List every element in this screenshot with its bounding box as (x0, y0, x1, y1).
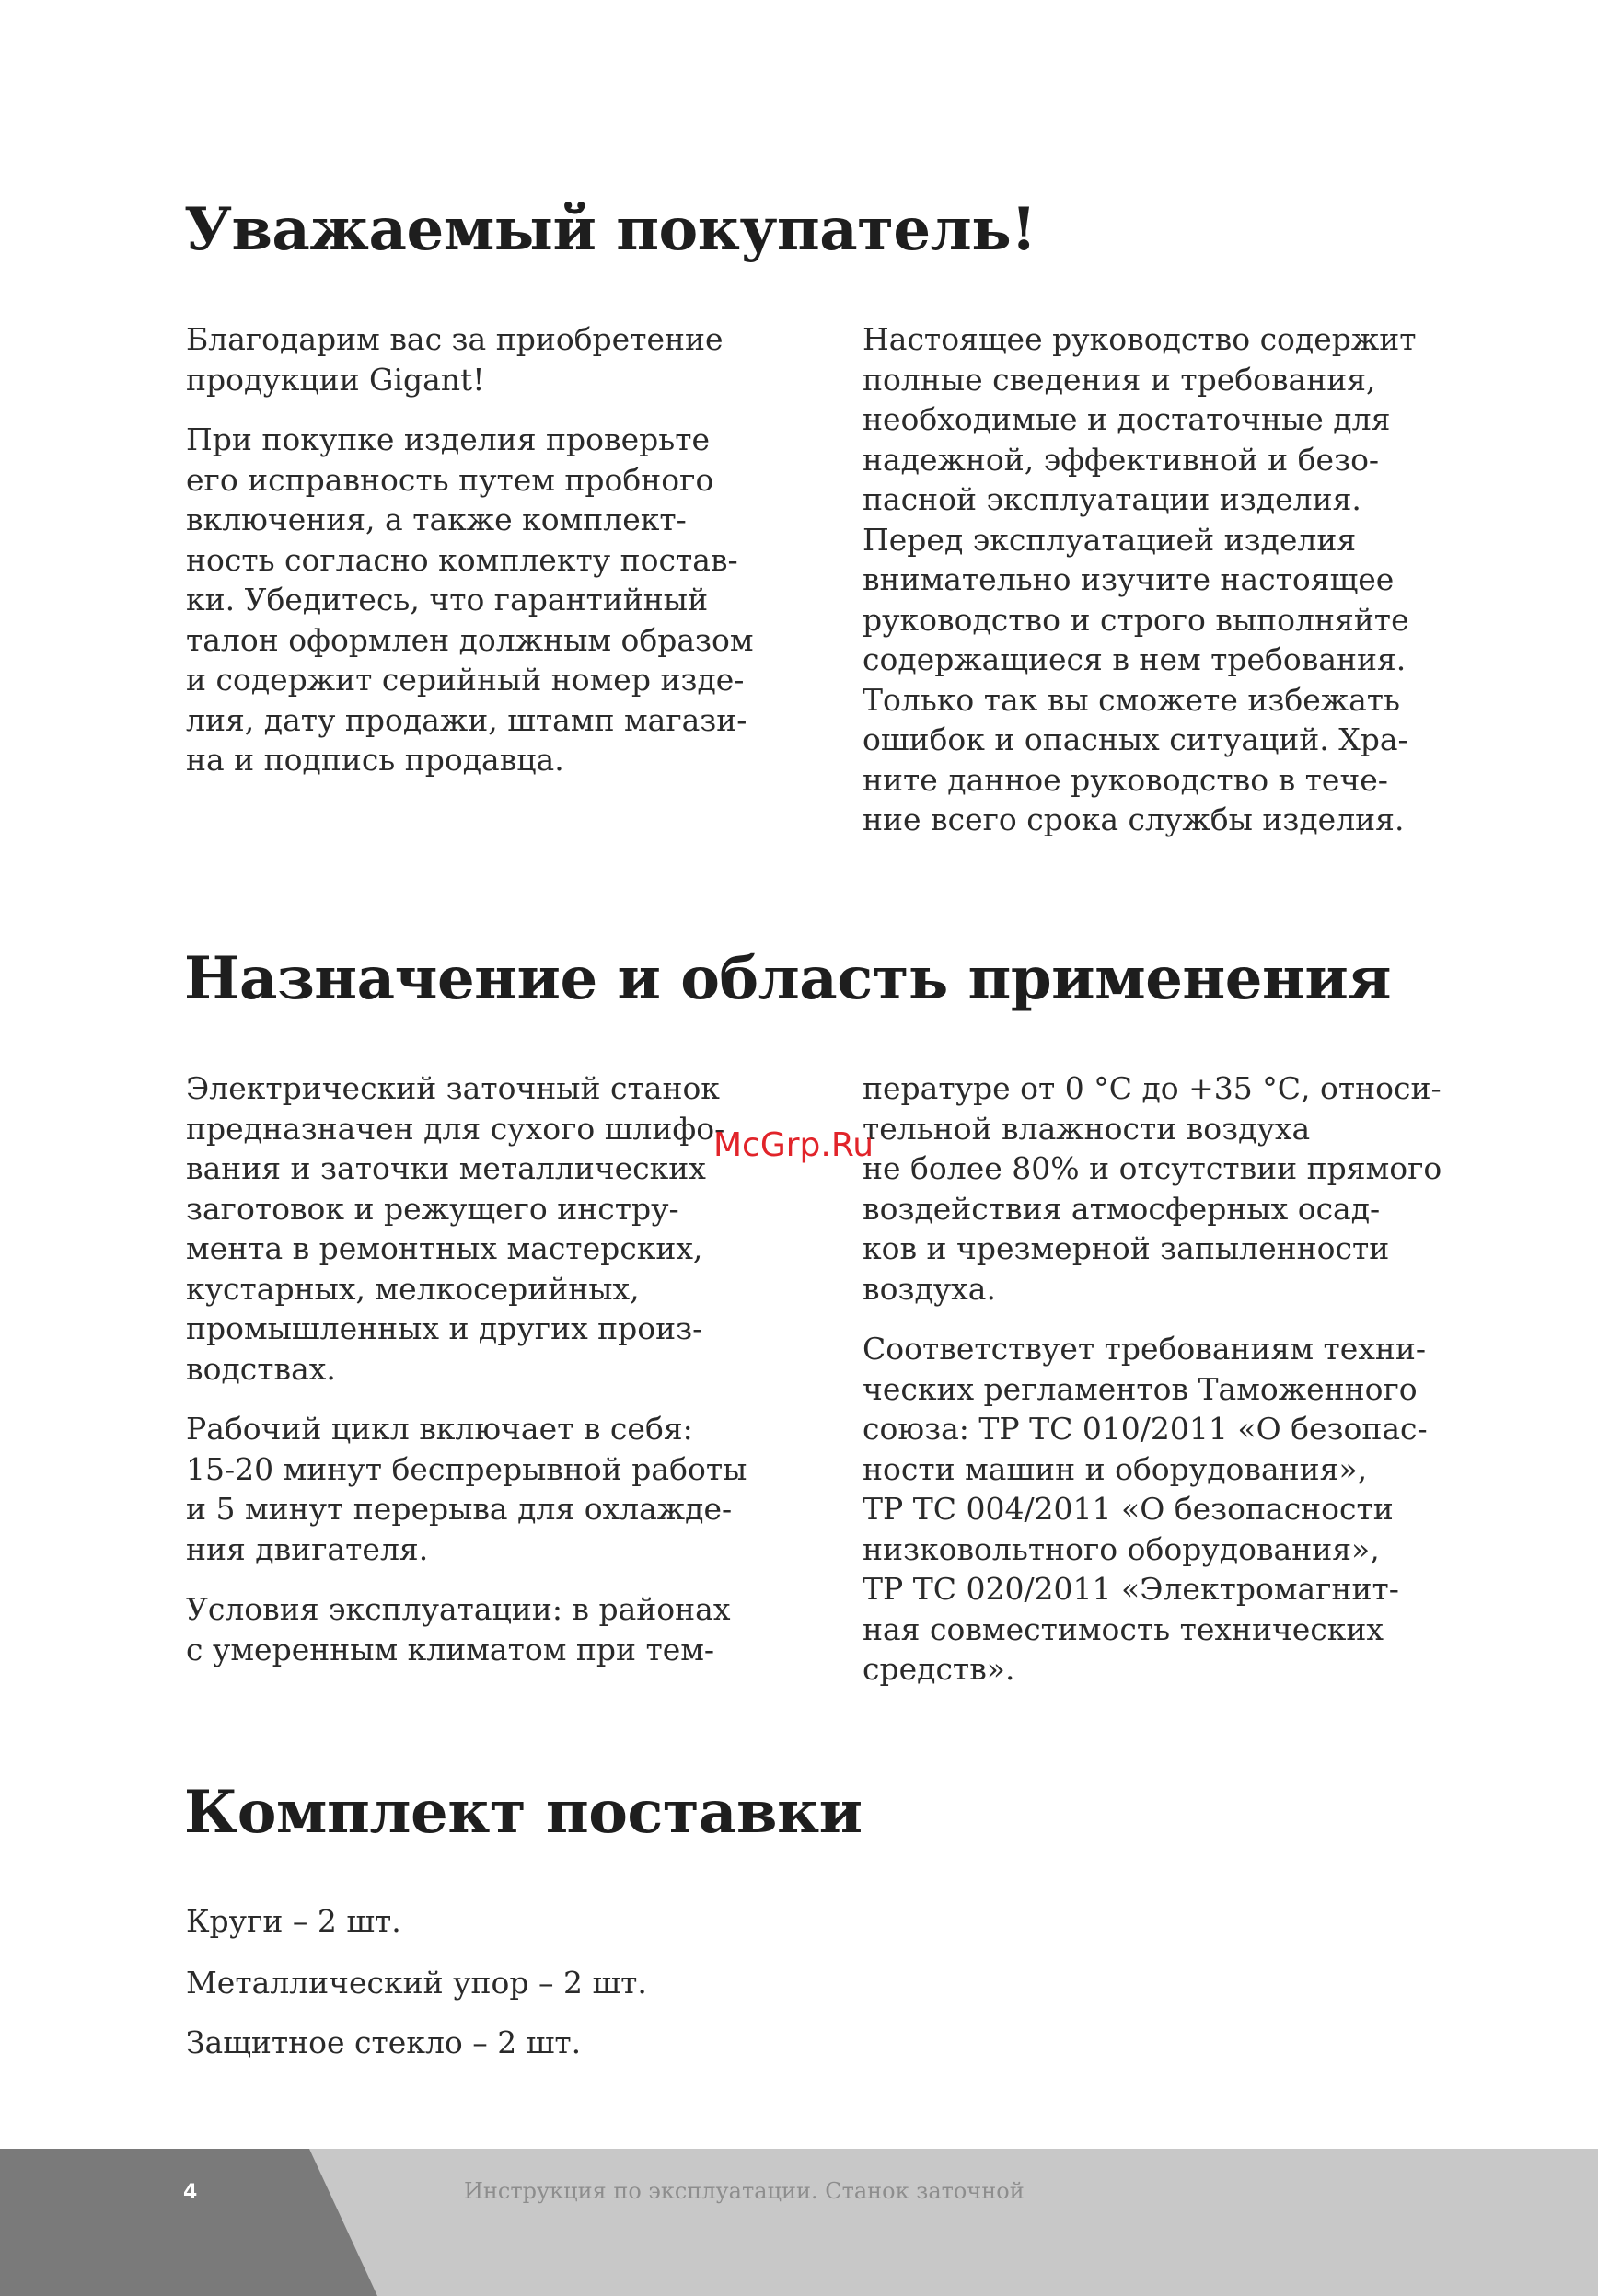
greeting-left-column (186, 319, 812, 801)
greeting-right-column (863, 319, 1488, 860)
heading-purpose: Назначение и область применения (184, 944, 1392, 1013)
footer-band (0, 2149, 1598, 2296)
footer-document-title: Инструкция по эксплуатации. Станок заточной (464, 2178, 1025, 2204)
heading-package: Комплект поставки (184, 1778, 863, 1847)
purpose-paragraph-description: Электрический заточный станок предназначен для сухого шлифо- вания и заточки металлических заготовок и режущего инстру- мента в ремонтных мастерских, кустарных, мелкосерийных, промышленных и других произ- водствах. (186, 1070, 725, 1387)
purpose-paragraph-conditions-continued: пературе от 0 °С до +35 °С, относи- тельной влажности воздуха не более 80% и отсутствии прямого воздействия атмосферных осад- ков и чрезмерной запыленности воздуха. (863, 1070, 1442, 1307)
heading-greeting: Уважаемый покупатель! (184, 195, 1036, 264)
purpose-paragraph-compliance: Соответствует требованиям техни- ческих регламентов Таможенного союза: ТР ТС 010/2011 «О безопас- ности машин и оборудования», ТР ТС 004/2011 «О безопасности низковольтного оборудования», ТР ТС 020/2011 «Электромагнит- ная совместимость технических средств». (863, 1331, 1428, 1687)
watermark: McGrp.Ru (713, 1126, 874, 1164)
purpose-paragraph-cycle: Рабочий цикл включает в себя: 15-20 минут беспрерывной работы и 5 минут перерыва для охлажде- ния двигателя. (186, 1411, 747, 1567)
greeting-paragraph-check: При покупке изделия проверьте его исправность путем пробного включения, а также комплект- ность согласно комплекту постав- ки. Убедитесь, что гарантийный талон оформлен должным образом и содержит серийный номер изде- лия, дату продажи, штамп магази- на и подпись продавца. (186, 421, 754, 778)
package-item: Металлический упор – 2 шт. (186, 1965, 647, 2001)
greeting-paragraph-manual: Настоящее руководство содержит полные сведения и требования, необходимые и достаточные для надежной, эффективной и безо- пасной эксплуатации изделия. Перед эксплуатацией изделия внимательно изучите настоящее руководство и строго выполняйте содержащиеся в нем требования. Только так вы сможете избежать ошибок и опасных ситуаций. Хра- ните данное руководство в тече- ние всего срока службы изделия. (863, 321, 1417, 837)
greeting-paragraph-thanks: Благодарим вас за приобретение продукции Gigant! (186, 321, 724, 398)
package-item: Защитное стекло – 2 шт. (186, 2025, 582, 2060)
package-item: Круги – 2 шт. (186, 1903, 401, 1939)
page-footer (0, 2149, 1598, 2296)
purpose-right-column (863, 1068, 1488, 1710)
purpose-paragraph-conditions: Условия эксплуатации: в районах с умеренным климатом при тем- (186, 1591, 731, 1667)
page-number: 4 (183, 2181, 198, 2204)
